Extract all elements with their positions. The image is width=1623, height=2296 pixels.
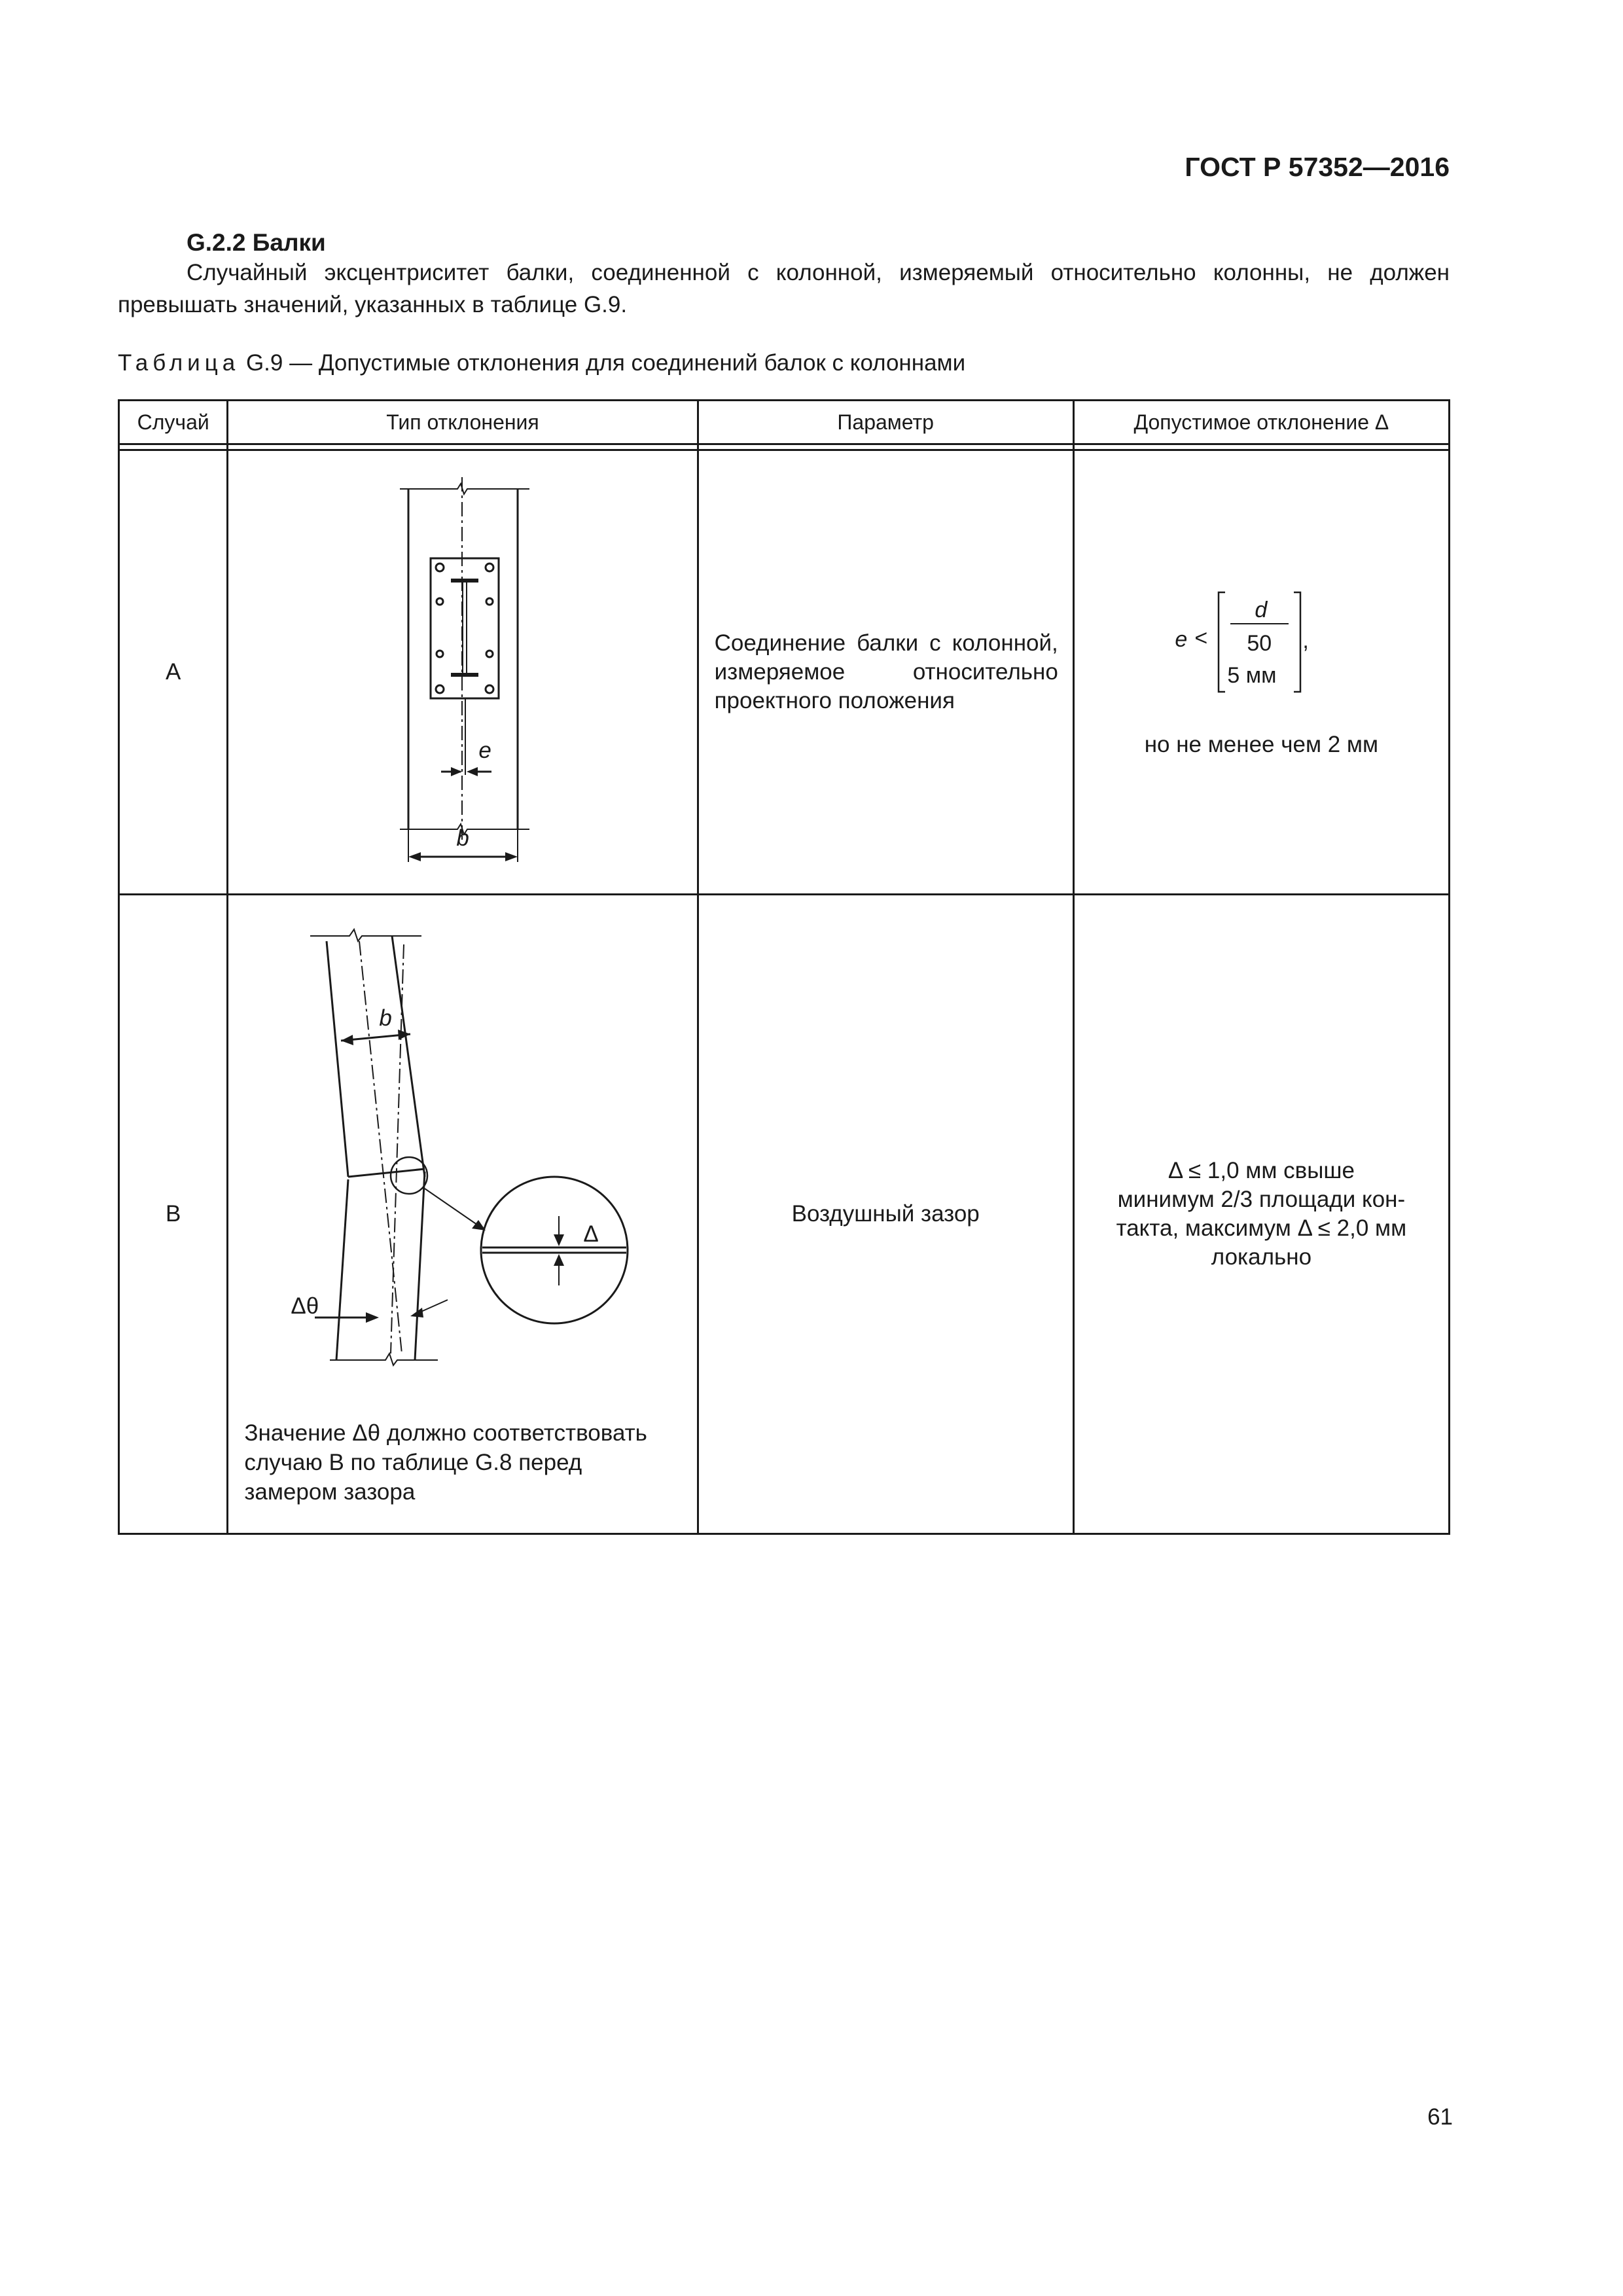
deviation-b-line-2: минимум 2/3 площади кон- [1117,1187,1406,1212]
deviation-b-cell [1073,895,1449,1534]
document-code: ГОСТ Р 57352—2016 [1185,152,1450,182]
formula-denominator-50: 50 [1247,630,1272,656]
label-delta-theta: Δθ [291,1293,319,1319]
param-a: Соединение балки с колонной, измеряемое относительно проектного положения [698,450,1073,895]
case-a-label: A [119,450,228,895]
label-delta: Δ [583,1221,599,1247]
formula-numerator: d [1255,597,1268,622]
eccentricity-formula [1163,586,1359,697]
deviation-a-cell [1073,450,1449,895]
page-number: 61 [1427,2104,1453,2130]
deviation-a-note: но не менее чем 2 мм [1144,731,1379,757]
table-caption [118,350,965,376]
formula-less-than: < [1194,625,1208,651]
deviation-b-line-1: Δ ≤ 1,0 мм свыше [1168,1158,1355,1183]
paragraph-line-2: превышать значений, указанных в таблице G.9. [118,292,628,317]
section-heading: G.2.2 Балки [187,229,326,256]
table-row [119,450,1450,895]
header-deviation-type: Тип отклонения [228,401,698,444]
paragraph-line-1: Случайный эксцентриситет балки, соединенной с колонной, измеряемый относительно колонны, не должен [187,260,1450,285]
diagram-b-cell [228,895,698,1534]
deviation-b-line-3: такта, максимум Δ ≤ 2,0 мм [1116,1215,1407,1241]
formula-comma: , [1302,628,1309,653]
formula-lhs: e [1175,626,1188,652]
table-caption-word: Таблица [118,350,240,376]
label-b: b [456,825,469,851]
table-caption-text: G.9 — Допустимые отклонения для соединений балок с колоннами [240,350,966,376]
param-b: Воздушный зазор [698,895,1073,1534]
header-case: Случай [119,401,228,444]
header-parameter: Параметр [698,401,1073,444]
header-allowed-deviation: Допустимое отклонение Δ [1073,401,1449,444]
formula-denominator-5mm: 5 мм [1227,662,1277,688]
diagram-a-cell [228,450,698,895]
case-b-label: B [119,895,228,1534]
deviation-table [118,399,1450,1535]
diagram-b-note: Значение Δθ должно соответствовать случаю B по таблице G.8 перед замером зазора [244,1420,647,1505]
label-e: e [478,738,491,763]
deviation-b-line-4: локально [1211,1244,1312,1270]
label-b2: b [379,1005,392,1031]
table-row [119,895,1450,1534]
